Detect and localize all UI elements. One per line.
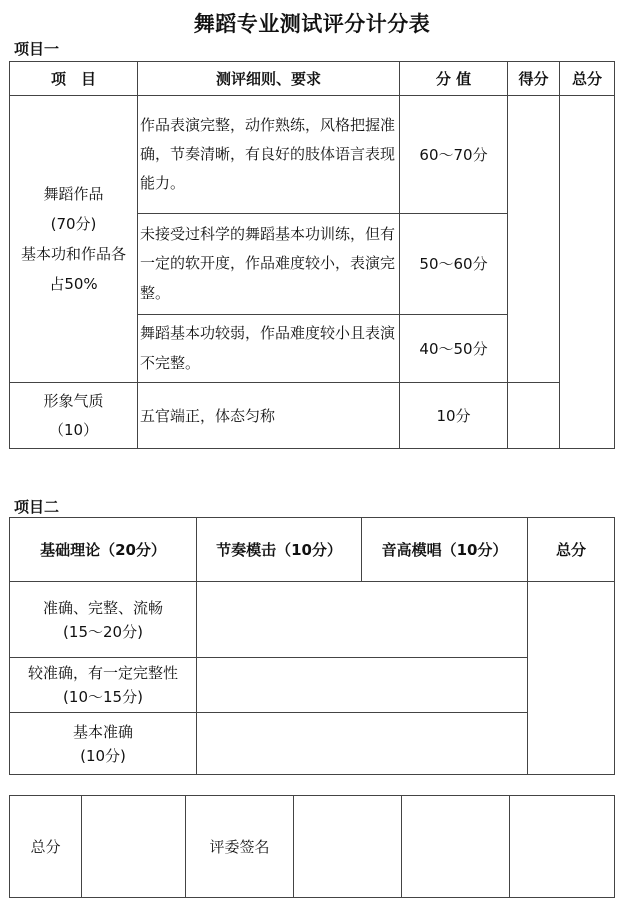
level-3 — [10, 713, 197, 775]
section2-table — [9, 517, 615, 775]
dance-work-cell — [10, 96, 138, 383]
level-2-line1: 较准确，有一定完整性 — [27, 664, 178, 682]
criteria-row-2: 未接受过科学的舞蹈基本功训练，但有一定的软开度，作品难度较小，表演完整。 — [138, 214, 400, 315]
appearance-criteria: 五官端正，体态匀称 — [138, 383, 400, 449]
dance-work-line3: 基本功和作品各 — [20, 245, 126, 263]
section2-total-cell[interactable] — [528, 582, 615, 775]
level-3-line2: (10分) — [80, 746, 126, 765]
level-2 — [10, 658, 197, 713]
header-rhythm: 节奏模击（10分） — [197, 518, 362, 582]
level-2-score-cell[interactable] — [197, 658, 528, 713]
header-total2: 总分 — [528, 518, 615, 582]
criteria-row-1: 作品表演完整，动作熟练，风格把握准确，节奏清晰，有良好的肢体语言表现能力。 — [138, 96, 400, 214]
dance-work-line2: (70分) — [50, 215, 97, 233]
judge-signature-label: 评委签名 — [186, 796, 294, 898]
level-1 — [10, 582, 197, 658]
appearance-score-got[interactable] — [508, 383, 560, 449]
judge-signature-2[interactable] — [402, 796, 510, 898]
final-total-label: 总分 — [10, 796, 82, 898]
score-row-1: 60～70分 — [400, 96, 508, 214]
level-2-line2: (10～15分) — [63, 688, 143, 706]
page-title: 舞蹈专业测试评分计分表 — [193, 12, 431, 36]
section2-label: 项目二 — [14, 498, 60, 516]
level-3-line1: 基本准确 — [72, 722, 133, 741]
appearance-score: 10分 — [400, 383, 508, 449]
judge-signature-1[interactable] — [294, 796, 402, 898]
score-got-cell[interactable] — [508, 96, 560, 383]
score-row-2: 50～60分 — [400, 214, 508, 315]
section3-table — [9, 795, 615, 898]
header-total: 总分 — [560, 62, 615, 96]
dance-work-line1: 舞蹈作品 — [43, 185, 104, 203]
appearance-item: 形象气质（10） — [10, 383, 138, 449]
level-1-line2: (15～20分) — [63, 622, 143, 641]
dance-work-line4: 占50% — [49, 275, 98, 293]
header-theory: 基础理论（20分） — [10, 518, 197, 582]
level-1-score-cell[interactable] — [197, 582, 528, 658]
judge-signature-3[interactable] — [510, 796, 615, 898]
header-score-got: 得分 — [508, 62, 560, 96]
final-total-value[interactable] — [82, 796, 186, 898]
score-row-3: 40～50分 — [400, 315, 508, 383]
header-criteria: 测评细则、要求 — [138, 62, 400, 96]
header-pitch: 音高模唱（10分） — [362, 518, 528, 582]
section1-label: 项目一 — [14, 40, 60, 58]
section1-table — [9, 61, 615, 449]
criteria-row-3: 舞蹈基本功较弱，作品难度较小且表演不完整。 — [138, 315, 400, 383]
total-score-cell[interactable] — [560, 96, 615, 449]
level-3-score-cell[interactable] — [197, 713, 528, 775]
header-item: 项 目 — [10, 62, 138, 96]
level-1-line1: 准确、完整、流畅 — [42, 598, 163, 617]
header-score-value: 分 值 — [400, 62, 508, 96]
